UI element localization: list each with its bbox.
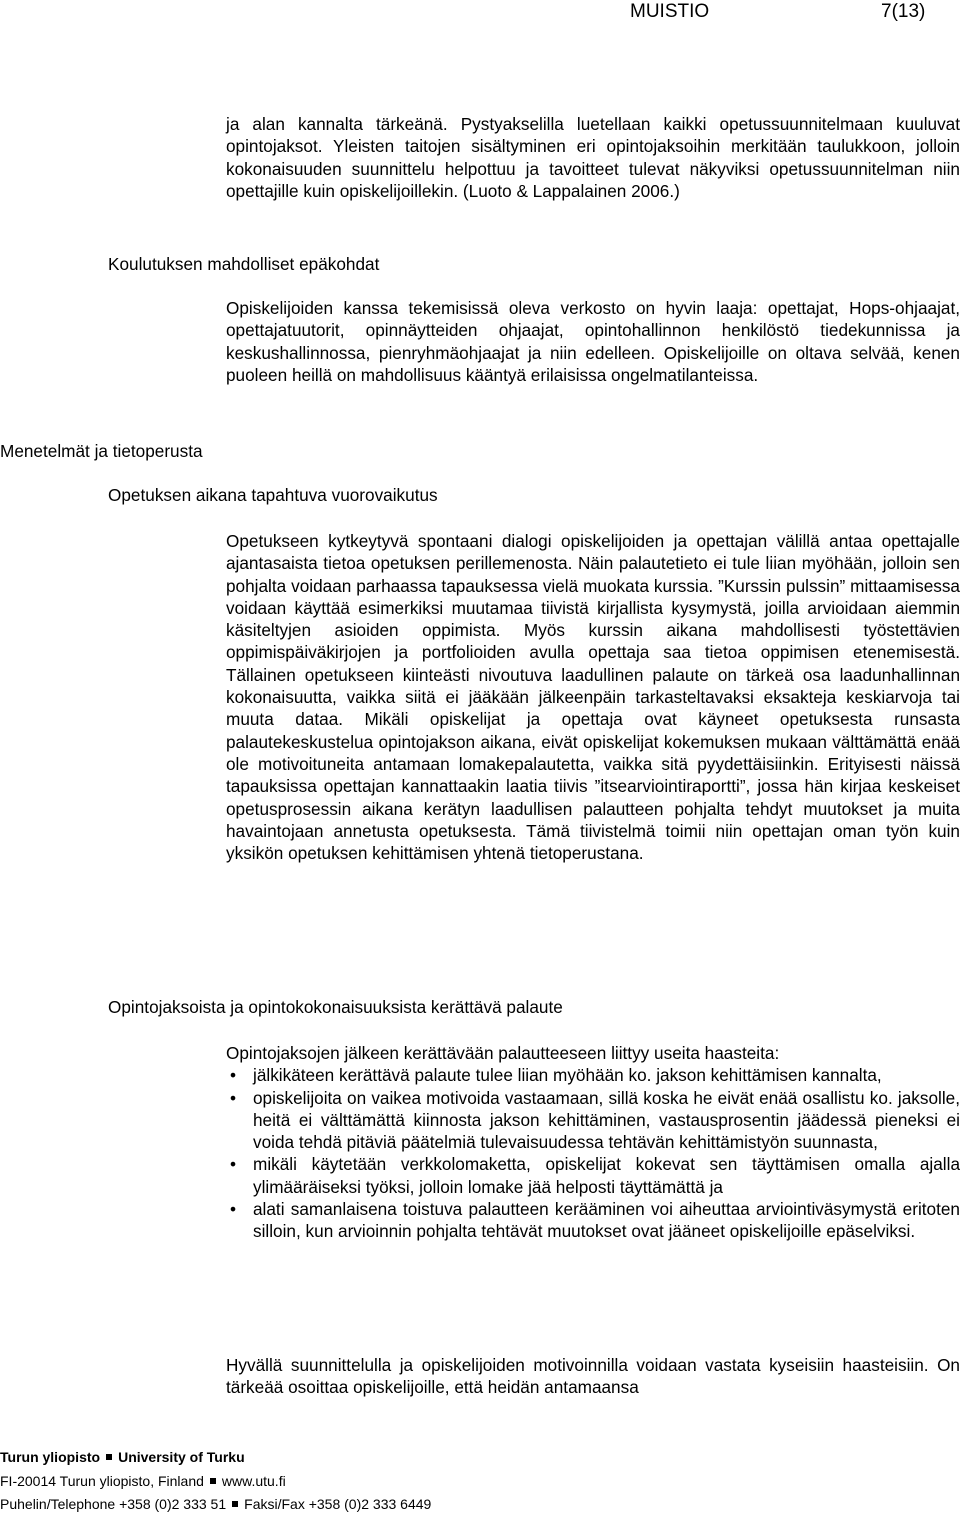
footer-address-line bbox=[0, 1472, 286, 1490]
intro-section bbox=[226, 113, 960, 202]
footer-org-en: University of Turku bbox=[118, 1449, 245, 1465]
square-separator-icon bbox=[210, 1478, 216, 1484]
section-body-vuorovaikutus bbox=[226, 530, 960, 864]
bullet-icon bbox=[226, 1087, 253, 1109]
main-heading-menetelmat: Menetelmät ja tietoperusta bbox=[0, 441, 203, 461]
epakohdat-paragraph: Opiskelijoiden kanssa tekemisissä oleva verkosto on hyvin laaja: opettajat, Hops-ohjaajat, opettajatuutorit, opinnäytteiden ohjaajat, opintohallinnon henkilöstö tiedekunnissa ja keskushallinnossa, pienryhmäohjaajat ja niin edelleen. Opiskelijoille on oltava selvää, kenen puoleen heillä on mahdollisuus kääntyä erilaisissa ongelmatilanteissa. bbox=[226, 298, 960, 385]
intro-paragraph: ja alan kannalta tärkeänä. Pystyakselilla luetellaan kaikki opetussuunnitelmaan kuuluvat opintojaksot. Yleisten taitojen sisältyminen eri opintojaksoihin merkitään taulukkoon, jolloin kokonaisuuden suunnittelu helpottuu ja tavoitteet tulevat näkyviksi opetussuunnitelman niin opettajille kuin opiskelijoillekin. (Luoto & Lappalainen 2006.) bbox=[226, 114, 960, 201]
bullet-icon bbox=[226, 1064, 253, 1086]
footer-website-link[interactable]: www.utu.fi bbox=[221, 1473, 286, 1489]
vuorovaikutus-paragraph: Opetukseen kytkeytyvä spontaani dialogi opiskelijoiden ja opettajan välillä antaa opettajalle ajantasaista tietoa opetuksen perillemenosta. Näin palautetieto ei tule liian myöhään, jolloin sen pohjalta voidaan parhaassa tapauksessa vielä muokata kurssia. ”Kurssin pulssin” mittaamisessa voidaan käyttää esimerkiksi muutamaa tiivistä kirjallista kysymystä, joilla arvioidaan aiemmin käsiteltyjen asioiden oppimista. Myös kurssin aikana mahdollisesti työstettävien oppimispäiväkirjojen ja portfolioiden avulla opettaja saa tietoa oppimisen etenemisestä. Tällainen opetukseen kiinteästi nivoutuva laadullinen palaute on tärkeä osa laadunhallinnan kokonaisuutta, vaikka siitä ei jääkään jälkeenpäin tarkasteltavaksi eksakteja keskiarvoja tai muuta dataa. Mikäli opiskelijat ja opettaja ovat käyneet opetuksesta runsasta palautekeskustelua opintojakson aikana, eivät opiskelijat kokemuksen mukaan välttämättä enää ole motivoituneita antamaan lomakepalautetta, vaikka sitä pyydettäisiinkin. Erityisesti näissä tapauksissa opettajan kannattaakin laatia tiivis ”itsearviointiraportti”, jossa hän kirjaa keskeiset opetusprosessin aikana kerätyn laadullisen palautteen pohjalta tehdyt muutokset ja muita havaintojaan annetusta opetuksesta. Tämä tiivistelmä toimii niin opettajan oman työn kuin yksikön opetuksen kehittämisen yhtenä tietoperustana. bbox=[226, 531, 960, 864]
palaute-lead: Opintojaksojen jälkeen kerättävään palautteeseen liittyy useita haasteita: bbox=[226, 1043, 780, 1063]
bullet-icon bbox=[226, 1198, 253, 1220]
closing-section bbox=[226, 1354, 960, 1399]
section-heading-vuorovaikutus: Opetuksen aikana tapahtuva vuorovaikutus bbox=[108, 485, 438, 505]
square-separator-icon bbox=[232, 1501, 238, 1507]
section-heading-epakohdat: Koulutuksen mahdolliset epäkohdat bbox=[108, 254, 380, 274]
memo-title: MUISTIO bbox=[630, 1, 710, 22]
challenges-list bbox=[226, 1064, 960, 1242]
list-item-text: mikäli käytetään verkkolomaketta, opiskelijat kokevat sen täyttämisen omalla ajalla ylimääräiseksi työksi, jolloin lomake jää helposti täyttämättä ja bbox=[253, 1154, 960, 1197]
footer-contact-line bbox=[0, 1495, 431, 1513]
page-number: 7(13) bbox=[881, 1, 926, 22]
list-item bbox=[226, 1153, 960, 1198]
footer-phone: Puhelin/Telephone +358 (0)2 333 51 bbox=[0, 1496, 227, 1512]
square-separator-icon bbox=[106, 1454, 112, 1460]
section-body-epakohdat bbox=[226, 297, 960, 386]
bullet-icon bbox=[226, 1153, 253, 1175]
footer-org-line bbox=[0, 1448, 245, 1466]
list-item bbox=[226, 1064, 960, 1086]
footer-fax: Faksi/Fax +358 (0)2 333 6449 bbox=[244, 1496, 432, 1512]
footer-org-fi: Turun yliopisto bbox=[0, 1449, 101, 1465]
footer-address: FI-20014 Turun yliopisto, Finland bbox=[0, 1473, 204, 1489]
list-item-text: jälkikäteen kerättävä palaute tulee liian myöhään ko. jakson kehittämisen kannalta, bbox=[253, 1065, 882, 1086]
list-item-text: alati samanlaisena toistuva palautteen kerääminen voi aiheuttaa arviointiväsymystä eritoten silloin, kun arvioinnin pohjalta tehtävät muutokset ovat jääneet opiskelijoille epäselviksi. bbox=[253, 1199, 960, 1242]
list-item bbox=[226, 1087, 960, 1154]
section-body-palaute bbox=[226, 1042, 960, 1243]
list-item bbox=[226, 1198, 960, 1243]
closing-paragraph: Hyvällä suunnittelulla ja opiskelijoiden motivoinnilla voidaan vastata kyseisiin haasteisiin. On tärkeää osoittaa opiskelijoille, että heidän antamaansa bbox=[226, 1355, 960, 1398]
list-item-text: opiskelijoita on vaikea motivoida vastaamaan, sillä koska he eivät enää osallistu ko. jaksolle, heitä ei välttämättä kiinnosta jakson kehittäminen, vastausprosentin jäädessä pieneksi ei voida tehdä pitäviä päätelmiä tulevaisuudessa tehtävän kehittämistyön suunnasta, bbox=[253, 1087, 960, 1153]
section-heading-palaute: Opintojaksoista ja opintokokonaisuuksista kerättävä palaute bbox=[108, 997, 563, 1017]
